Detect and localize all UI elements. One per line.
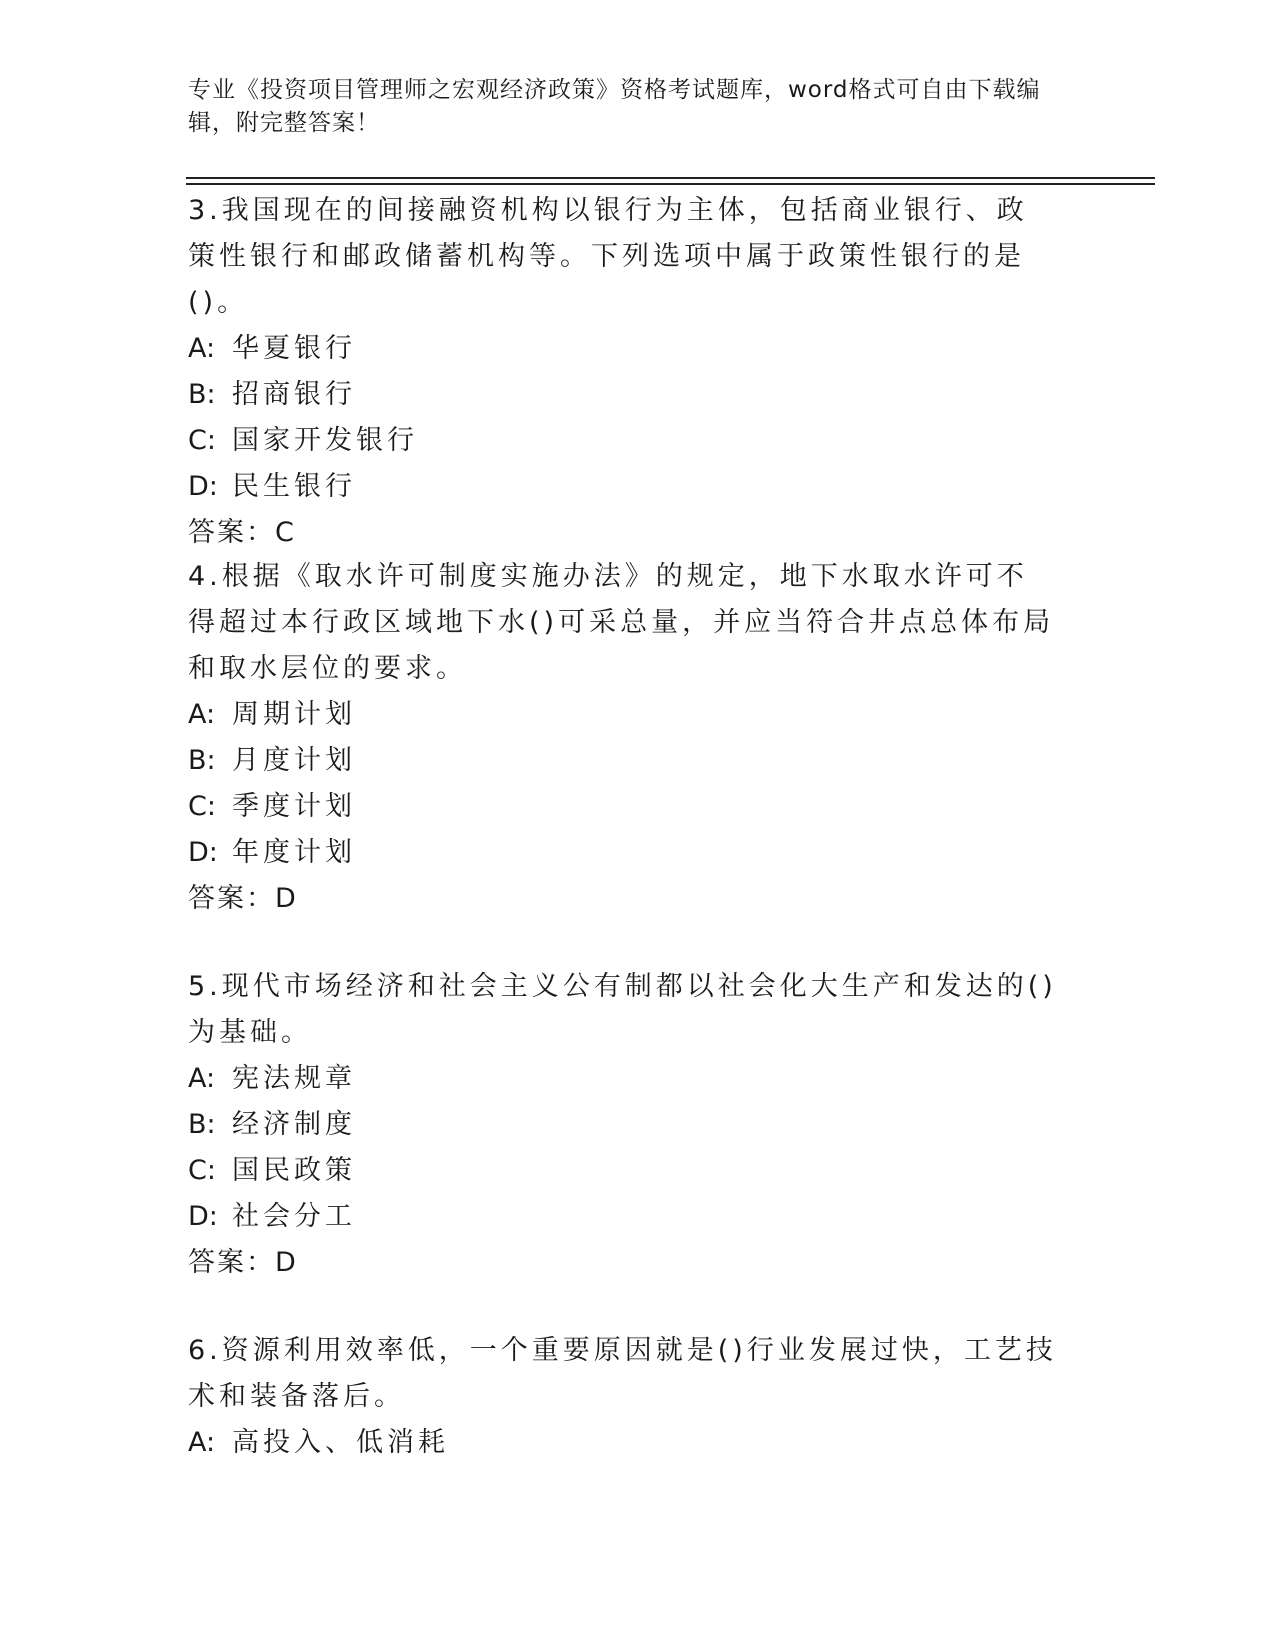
option-letter: B: [188, 379, 216, 410]
header-rule-top [186, 177, 1155, 179]
option-a [188, 692, 1058, 738]
option-b [188, 372, 1058, 418]
option-c [188, 418, 1058, 464]
option-d [188, 830, 1058, 876]
option-text: 招商银行 [232, 379, 356, 410]
question-stem: 6.资源利用效率低，一个重要原因就是()行业发展过快，工艺技术和装备落后。 [188, 1335, 1057, 1412]
question-4 [188, 554, 1058, 922]
option-letter: A: [188, 333, 216, 364]
option-a [188, 1056, 1058, 1102]
option-text: 季度计划 [232, 791, 356, 822]
option-b [188, 1102, 1058, 1148]
option-letter: D: [188, 837, 218, 868]
option-letter: C: [188, 791, 216, 822]
option-letter: D: [188, 1201, 218, 1232]
option-letter: D: [188, 471, 218, 502]
answer-line: 答案：C [188, 517, 296, 548]
question-6 [188, 1328, 1058, 1466]
option-letter: C: [188, 425, 216, 456]
option-a [188, 326, 1058, 372]
option-text: 经济制度 [232, 1109, 356, 1140]
option-a [188, 1420, 1058, 1466]
header-rule-bottom [186, 183, 1155, 185]
option-letter: A: [188, 1427, 216, 1458]
question-5 [188, 964, 1058, 1286]
option-text: 华夏银行 [232, 333, 356, 364]
document-header: 专业《投资项目管理师之宏观经济政策》资格考试题库，word格式可自由下载编辑，附完整答案！ [188, 77, 1041, 136]
option-text: 月度计划 [232, 745, 356, 776]
question-stem: 4.根据《取水许可制度实施办法》的规定，地下水取水许可不得超过本行政区域地下水()可采总量，并应当符合井点总体布局和取水层位的要求。 [188, 561, 1055, 684]
option-c [188, 1148, 1058, 1194]
option-letter: A: [188, 699, 216, 730]
option-letter: B: [188, 745, 216, 776]
option-c [188, 784, 1058, 830]
option-text: 宪法规章 [232, 1063, 356, 1094]
option-letter: A: [188, 1063, 216, 1094]
option-text: 周期计划 [232, 699, 356, 730]
option-text: 民生银行 [232, 471, 356, 502]
option-text: 社会分工 [232, 1201, 356, 1232]
option-text: 高投入、低消耗 [232, 1427, 449, 1458]
answer-line: 答案：D [188, 1247, 298, 1278]
question-stem: 3.我国现在的间接融资机构以银行为主体，包括商业银行、政策性银行和邮政储蓄机构等。下列选项中属于政策性银行的是()。 [188, 195, 1028, 318]
option-text: 年度计划 [232, 837, 356, 868]
option-text: 国民政策 [232, 1155, 356, 1186]
option-b [188, 738, 1058, 784]
question-stem: 5.现代市场经济和社会主义公有制都以社会化大生产和发达的()为基础。 [188, 971, 1057, 1048]
option-letter: C: [188, 1155, 216, 1186]
option-d [188, 464, 1058, 510]
question-3 [188, 188, 1058, 556]
option-letter: B: [188, 1109, 216, 1140]
option-d [188, 1194, 1058, 1240]
answer-line: 答案：D [188, 883, 298, 914]
option-text: 国家开发银行 [232, 425, 418, 456]
